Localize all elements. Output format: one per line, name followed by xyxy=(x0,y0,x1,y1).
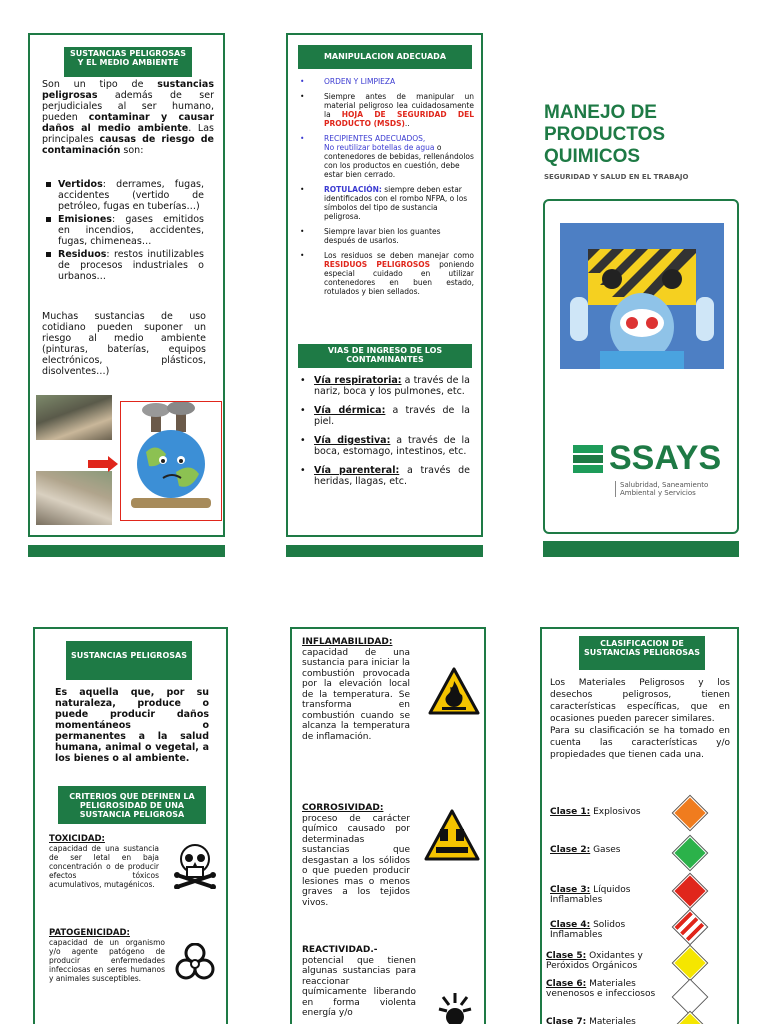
list-item: • Vía digestiva: a través de la boca, estomago, intestinos, etc. xyxy=(294,435,470,457)
section-header: MANIPULACION ADECUADA xyxy=(298,45,472,69)
intro-b: sustancias peligrosas xyxy=(42,79,214,101)
intro-c: además de ser perjudiciales al ser humano, pueden xyxy=(42,90,214,123)
panel-handling xyxy=(286,33,483,537)
list-item: • Siempre antes de manipular un material peligroso lea cuidadosamente la HOJA DE SEGURIDAD DEL PRODUCTO (MSDS).. xyxy=(300,92,474,128)
class-5-icon xyxy=(673,946,707,980)
class-2-icon xyxy=(673,836,707,870)
pollution-photo-2 xyxy=(36,471,112,525)
class-6-item: Clase 6: Materiales venenosos e infecciosos xyxy=(546,979,656,999)
list-item: • RECIPIENTES ADECUADOS, No reutilizar botellas de agua o contenedores de bebidas, rellenándolos con los productos en cuestión, debe estar bien cerrado. xyxy=(300,134,474,179)
closing-text: Muchas sustancias de uso cotidiano pueden suponer un riesgo al medio ambiente (pinturas, baterías, equipos electrónicos, plásticos, disolventes…) xyxy=(42,311,206,377)
causes-list xyxy=(44,179,204,284)
ssays-logo-mark xyxy=(571,441,605,477)
intro-a: Son un tipo de xyxy=(42,79,158,90)
arrow-icon xyxy=(88,460,110,468)
class-3-icon xyxy=(673,874,707,908)
cover-title: MANEJO DE PRODUCTOS QUIMICOS xyxy=(544,102,666,167)
class-1-item: Clase 1: Explosivos xyxy=(550,807,641,817)
intro-f: causas de riesgo de contaminación xyxy=(42,134,214,156)
entry-routes-list xyxy=(294,375,470,495)
panel-3-footer-bar xyxy=(543,541,739,557)
section-header-2: VIAS DE INGRESO DE LOS CONTAMINANTES xyxy=(298,344,472,368)
panel-2-footer-bar xyxy=(286,545,483,557)
handling-list xyxy=(294,77,474,302)
pathogenicity-block: PATOGENICIDAD: capacidad de un organismo y/o agente patógeno de producir enfermedades infecciosas en seres humanos y animales susceptibles. xyxy=(49,928,165,983)
list-item: • Los residuos se deben manejar como RESIDUOS PELIGROSOS poniendo especial cuidado en utilizar contenedores en buen estado, rotulados y bien sellados. xyxy=(300,251,474,296)
section-header-2: CRITERIOS QUE DEFINEN LA PELIGROSIDAD DE UNA SUSTANCIA PELIGROSA xyxy=(58,786,206,824)
intro-text xyxy=(42,79,214,156)
class-4-icon xyxy=(673,910,707,944)
class-4-item: Clase 4: Solidos Inflamables xyxy=(550,920,626,940)
list-item: • Siempre lavar bien los guantes después de usarlos. xyxy=(300,227,441,245)
skull-crossbones-icon xyxy=(173,843,217,889)
ssays-logo-subtext: Salubridad, Saneamiento Ambiental y Servicios xyxy=(615,481,724,497)
corrosivity-block: CORROSIVIDAD: proceso de carácter químico causado por determinadas sustancias que desgastan a los sólidos o que pueden producir lesiones mas o menos graves a los tejidos vivos. xyxy=(302,803,410,908)
biohazard-icon xyxy=(175,943,215,983)
section-header: CLASIFICACION DE SUSTANCIAS PELIGROSAS xyxy=(579,636,705,670)
panel-classification xyxy=(540,627,739,1024)
list-item: • Vía parenteral: a través de heridas, llagas, etc. xyxy=(294,465,470,487)
intro-e: . Las principales xyxy=(42,123,214,145)
flammability-block: INFLAMABILIDAD: capacidad de una sustancia para iniciar la combustión provocada por la elevación local de la temperatura. Se transforma en combustión cuando se alcanza la temperatura de inflamación. xyxy=(302,637,410,742)
cover-box xyxy=(543,199,739,534)
panel-environment xyxy=(28,33,225,537)
list-item: Vertidos: derrames, fugas, accidentes (vertido de petróleo, fugas en tuberías…) xyxy=(44,179,204,212)
class-7-icon xyxy=(673,1012,707,1024)
section-header: SUSTANCIAS PELIGROSAS xyxy=(66,641,192,680)
flammable-icon xyxy=(428,667,480,715)
toxicity-block: TOXICIDAD: capacidad de una sustancia de ser letal en baja concentración o de producir efectos tóxicos acumulativos, mutagénicos. xyxy=(49,834,159,889)
definition-text: Es aquella que, por su naturaleza, produce o puede producir daños momentáneos o permanentes a la salud humana, animal o vegetal, a los bienes o al ambiente. xyxy=(55,687,209,764)
section-header: SUSTANCIAS PELIGROSAS Y EL MEDIO AMBIENTE xyxy=(64,47,192,77)
explosive-icon xyxy=(438,989,472,1024)
list-item: Residuos: restos inutilizables de procesos industriales o urbanos… xyxy=(44,249,204,282)
corrosive-icon xyxy=(424,809,480,861)
panel-hazard-criteria xyxy=(290,627,486,1024)
intro-d: contaminar y causar daños al medio ambiente xyxy=(42,112,215,134)
class-3-item: Clase 3: Líquidos Inflamables xyxy=(550,885,631,905)
class-5-item: Clase 5: Oxidantes y Peróxidos Orgánicos xyxy=(546,951,643,971)
intro-g: son: xyxy=(120,145,144,156)
class-7-item: Clase 7: Materiales xyxy=(546,1017,636,1024)
cover-subtitle: SEGURIDAD Y SALUD EN EL TRABAJO xyxy=(544,173,689,181)
list-item: • ORDEN Y LIMPIEZA xyxy=(300,77,396,86)
class-6-icon xyxy=(673,980,707,1014)
list-item: • ROTULACIÓN: siempre deben estar identificados con el rombo NFPA, o los símbolos del tipo de sustancia peligrosa. xyxy=(300,185,468,221)
list-item: • Vía respiratoria: a través de la nariz, boca y los pulmones, etc. xyxy=(294,375,470,397)
ssays-logo-text: SSAYS xyxy=(609,439,722,477)
pollution-photo-1 xyxy=(36,395,112,440)
class-2-item: Clase 2: Gases xyxy=(550,845,621,855)
panel-hazardous-substances xyxy=(33,627,228,1024)
sick-earth-image xyxy=(120,401,222,521)
reactivity-block: REACTIVIDAD.- potencial que tienen algunas sustancias para reaccionar químicamente liberando en forma violenta energía y/o xyxy=(302,945,416,1018)
classification-intro: Los Materiales Peligrosos y los desechos peligrosos, tienen características específicas, que en ocasiones pueden parecer similares. Para su clasificación se ha tomado en cuenta las características y/o propiedades que tienen cada una. xyxy=(550,678,730,760)
list-item: Emisiones: gases emitidos en incendios, accidentes, fugas, chimeneas… xyxy=(44,214,204,247)
list-item: • Vía dérmica: a través de la piel. xyxy=(294,405,470,427)
panel-1-footer-bar xyxy=(28,545,225,557)
hazmat-illustration xyxy=(560,223,724,369)
class-1-icon xyxy=(673,796,707,830)
arrow-head-icon xyxy=(108,456,118,472)
